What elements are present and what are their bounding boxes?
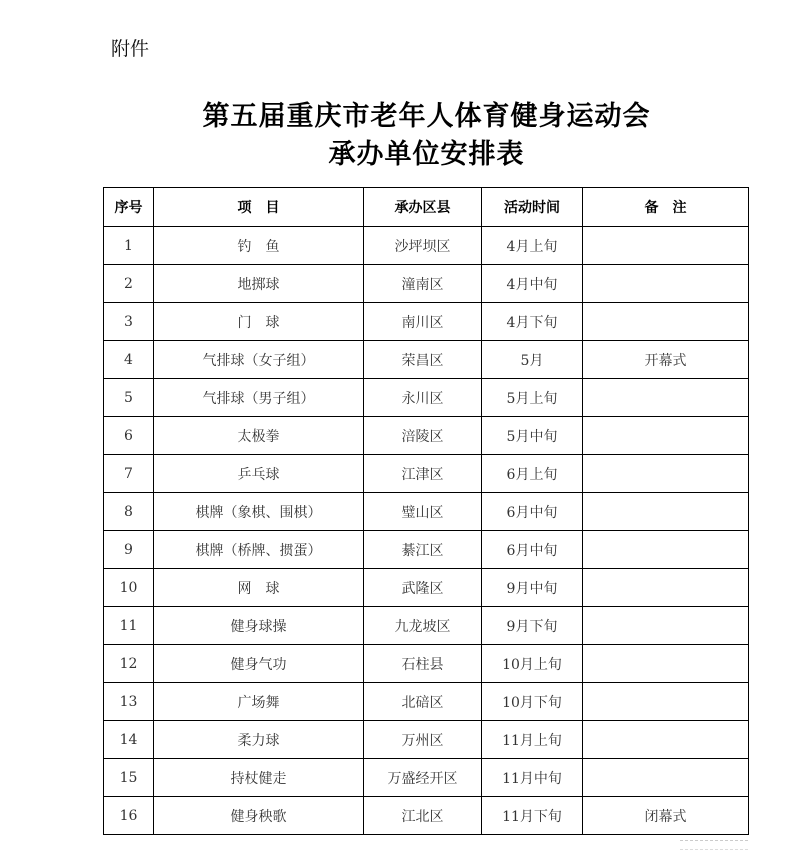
row-number: 8	[104, 493, 154, 531]
row-host-district: 璧山区	[364, 493, 482, 531]
row-host-district: 九龙坡区	[364, 607, 482, 645]
row-activity-time: 9月下旬	[482, 607, 583, 645]
table-row	[104, 379, 749, 417]
table-header-row	[104, 188, 749, 227]
row-host-district: 江北区	[364, 797, 482, 835]
table-row	[104, 607, 749, 645]
row-host-district: 潼南区	[364, 265, 482, 303]
row-activity-time: 11月下旬	[482, 797, 583, 835]
row-number: 14	[104, 721, 154, 759]
row-host-district: 永川区	[364, 379, 482, 417]
row-host-district: 万盛经开区	[364, 759, 482, 797]
row-activity-time: 11月中旬	[482, 759, 583, 797]
row-number: 7	[104, 455, 154, 493]
row-remarks	[583, 493, 749, 531]
attachment-label: 附件	[111, 38, 150, 60]
document-subtitle: 承办单位安排表	[328, 139, 525, 170]
row-activity-time: 10月上旬	[482, 645, 583, 683]
row-activity-time: 4月上旬	[482, 227, 583, 265]
row-remarks	[583, 569, 749, 607]
header-number: 序号	[104, 188, 154, 227]
row-number: 12	[104, 645, 154, 683]
row-activity-time: 4月中旬	[482, 265, 583, 303]
row-number: 4	[104, 341, 154, 379]
row-item: 柔力球	[154, 721, 364, 759]
row-remarks	[583, 531, 749, 569]
row-remarks	[583, 683, 749, 721]
row-remarks	[583, 455, 749, 493]
row-number: 10	[104, 569, 154, 607]
row-activity-time: 5月	[482, 341, 583, 379]
row-item: 健身球操	[154, 607, 364, 645]
table-row	[104, 759, 749, 797]
row-remarks	[583, 265, 749, 303]
row-item: 乒乓球	[154, 455, 364, 493]
header-remarks: 备 注	[583, 188, 749, 227]
row-item: 门 球	[154, 303, 364, 341]
row-activity-time: 10月下旬	[482, 683, 583, 721]
table-row	[104, 303, 749, 341]
table-row	[104, 645, 749, 683]
table-row	[104, 683, 749, 721]
row-host-district: 涪陵区	[364, 417, 482, 455]
row-remarks: 开幕式	[583, 341, 749, 379]
row-item: 广场舞	[154, 683, 364, 721]
row-host-district: 北碚区	[364, 683, 482, 721]
table-row	[104, 493, 749, 531]
row-remarks	[583, 607, 749, 645]
row-remarks	[583, 417, 749, 455]
row-remarks: 闭幕式	[583, 797, 749, 835]
row-number: 5	[104, 379, 154, 417]
row-remarks	[583, 721, 749, 759]
row-item: 气排球（男子组）	[154, 379, 364, 417]
row-number: 1	[104, 227, 154, 265]
header-activity-time: 活动时间	[482, 188, 583, 227]
row-number: 15	[104, 759, 154, 797]
table-row	[104, 341, 749, 379]
table-row	[104, 455, 749, 493]
row-remarks	[583, 227, 749, 265]
table-row	[104, 417, 749, 455]
table-row	[104, 531, 749, 569]
table-row	[104, 569, 749, 607]
table-row	[104, 265, 749, 303]
watermark	[680, 840, 748, 850]
row-activity-time: 4月下旬	[482, 303, 583, 341]
row-number: 9	[104, 531, 154, 569]
row-number: 13	[104, 683, 154, 721]
header-host-district: 承办区县	[364, 188, 482, 227]
document-title: 第五届重庆市老年人体育健身运动会	[202, 101, 651, 132]
row-item: 棋牌（桥牌、掼蛋）	[154, 531, 364, 569]
row-item: 太极拳	[154, 417, 364, 455]
table-row	[104, 721, 749, 759]
row-remarks	[583, 379, 749, 417]
row-remarks	[583, 303, 749, 341]
row-remarks	[583, 645, 749, 683]
row-remarks	[583, 759, 749, 797]
row-host-district: 万州区	[364, 721, 482, 759]
row-activity-time: 6月中旬	[482, 493, 583, 531]
row-host-district: 沙坪坝区	[364, 227, 482, 265]
row-number: 11	[104, 607, 154, 645]
host-schedule-table	[103, 187, 749, 835]
row-activity-time: 6月上旬	[482, 455, 583, 493]
row-host-district: 南川区	[364, 303, 482, 341]
table-row	[104, 227, 749, 265]
row-item: 棋牌（象棋、围棋）	[154, 493, 364, 531]
row-item: 地掷球	[154, 265, 364, 303]
row-activity-time: 5月上旬	[482, 379, 583, 417]
row-item: 网 球	[154, 569, 364, 607]
row-host-district: 石柱县	[364, 645, 482, 683]
header-item: 项 目	[154, 188, 364, 227]
row-item: 健身秧歌	[154, 797, 364, 835]
row-host-district: 武隆区	[364, 569, 482, 607]
row-activity-time: 6月中旬	[482, 531, 583, 569]
row-host-district: 江津区	[364, 455, 482, 493]
row-number: 6	[104, 417, 154, 455]
row-item: 持杖健走	[154, 759, 364, 797]
row-item: 气排球（女子组）	[154, 341, 364, 379]
row-activity-time: 11月上旬	[482, 721, 583, 759]
row-activity-time: 9月中旬	[482, 569, 583, 607]
row-number: 16	[104, 797, 154, 835]
row-number: 2	[104, 265, 154, 303]
row-item: 钓 鱼	[154, 227, 364, 265]
row-host-district: 荣昌区	[364, 341, 482, 379]
table-row	[104, 797, 749, 835]
row-host-district: 綦江区	[364, 531, 482, 569]
row-activity-time: 5月中旬	[482, 417, 583, 455]
row-number: 3	[104, 303, 154, 341]
row-item: 健身气功	[154, 645, 364, 683]
